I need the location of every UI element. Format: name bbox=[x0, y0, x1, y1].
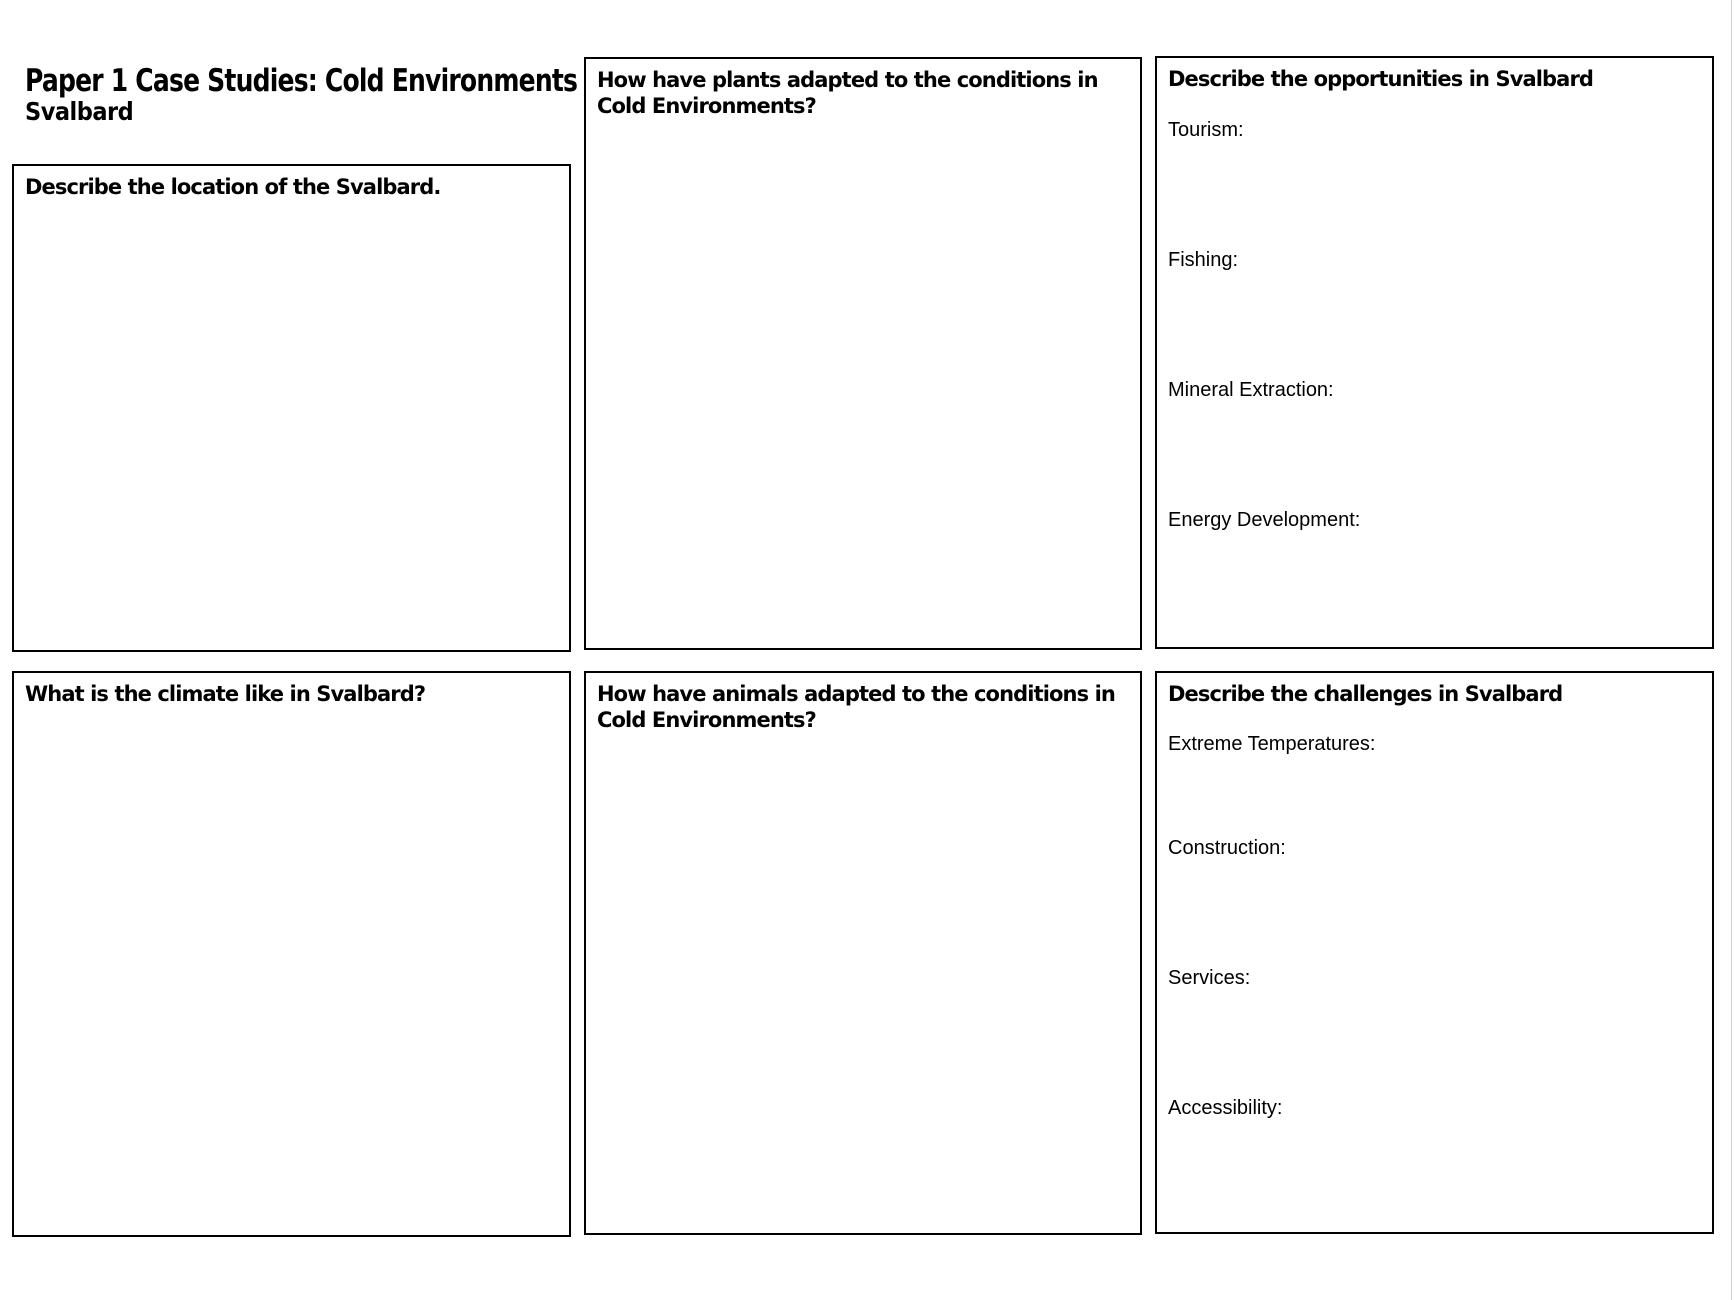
challenges-heading: Describe the challenges in Svalbard bbox=[1168, 682, 1563, 706]
page-edge-line bbox=[1731, 0, 1732, 1300]
opportunities-heading: Describe the opportunities in Svalbard bbox=[1168, 67, 1594, 91]
animals-heading: How have animals adapted to the conditions in Cold Environments? bbox=[597, 682, 1115, 732]
opportunities-item-energy-development: Energy Development: bbox=[1168, 509, 1361, 531]
plants-box[interactable] bbox=[584, 57, 1142, 650]
opportunities-box[interactable] bbox=[1155, 56, 1714, 649]
challenges-item-construction: Construction: bbox=[1168, 837, 1286, 859]
climate-heading: What is the climate like in Svalbard? bbox=[25, 682, 426, 706]
page-title: Paper 1 Case Studies: Cold Environments bbox=[25, 63, 578, 99]
opportunities-item-mineral-extraction: Mineral Extraction: bbox=[1168, 379, 1334, 401]
plants-heading: How have plants adapted to the conditions in Cold Environments? bbox=[597, 68, 1098, 118]
page-subtitle: Svalbard bbox=[25, 97, 134, 126]
challenges-item-extreme-temperatures: Extreme Temperatures: bbox=[1168, 733, 1376, 755]
challenges-item-accessibility: Accessibility: bbox=[1168, 1097, 1283, 1119]
location-box[interactable] bbox=[12, 164, 571, 652]
opportunities-item-tourism: Tourism: bbox=[1168, 119, 1244, 141]
animals-box[interactable] bbox=[584, 671, 1142, 1235]
opportunities-item-fishing: Fishing: bbox=[1168, 249, 1239, 271]
challenges-item-services: Services: bbox=[1168, 967, 1251, 989]
climate-box[interactable] bbox=[12, 671, 571, 1237]
challenges-box[interactable] bbox=[1155, 671, 1714, 1234]
location-heading: Describe the location of the Svalbard. bbox=[25, 175, 441, 199]
